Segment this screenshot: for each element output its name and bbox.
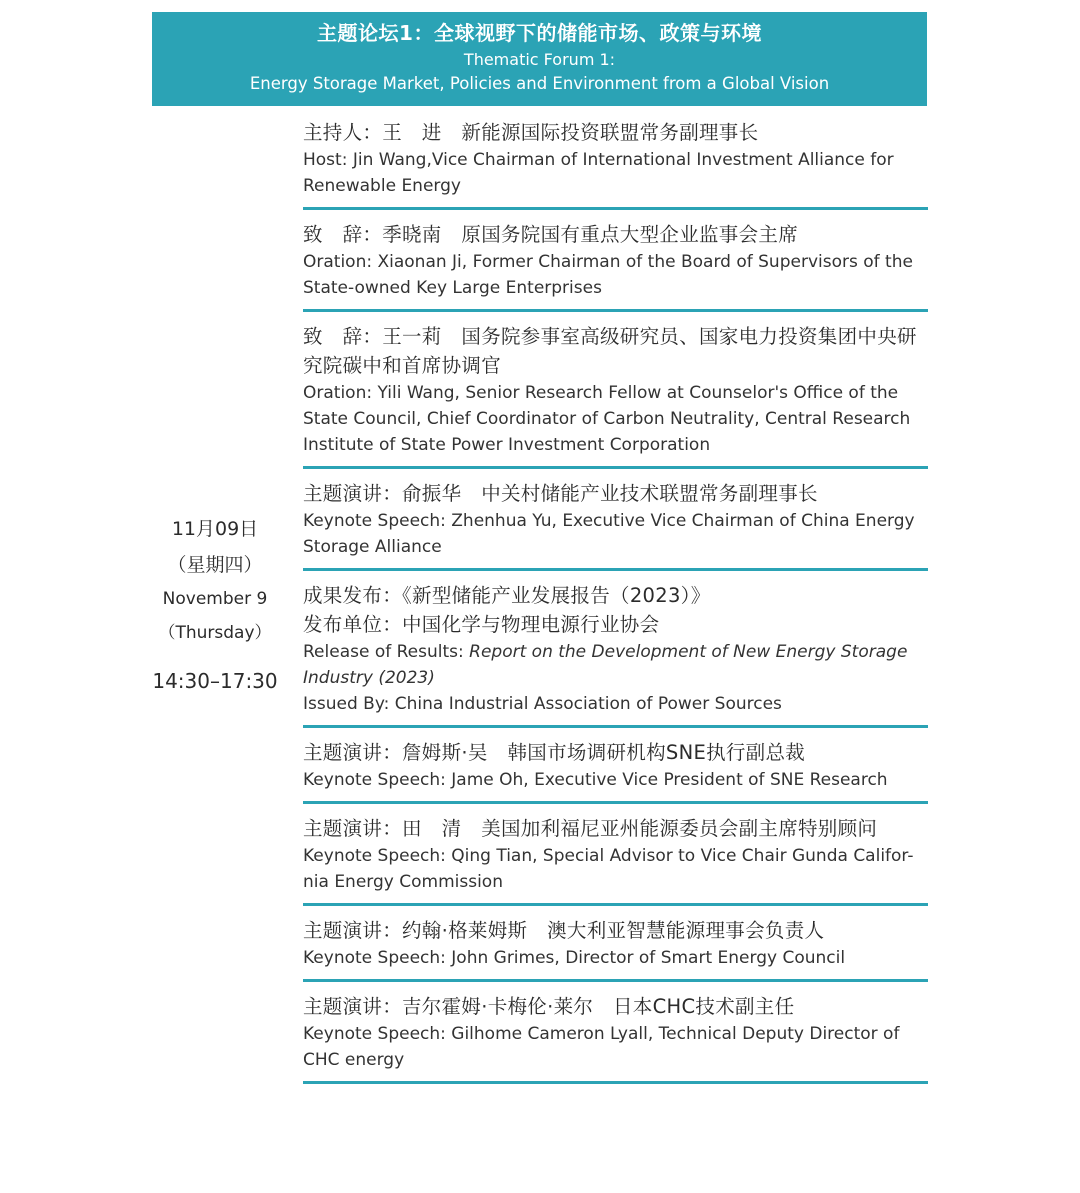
agenda-item-en: Keynote Speech: Jame Oh, Executive Vice President of SNE Research	[303, 770, 888, 790]
agenda-item-host	[303, 118, 928, 210]
agenda-item-keynote-5	[303, 992, 928, 1084]
agenda-item-en: Host: Jin Wang,Vice Chairman of International Investment Alliance for Renewable Energy	[303, 150, 900, 196]
agenda-item-en-issuer: Issued By: China Industrial Association of Power Sources	[303, 694, 782, 714]
agenda-item-release	[303, 581, 928, 728]
agenda-item-zh: 成果发布：《新型储能产业发展报告（2023）》	[303, 584, 711, 607]
agenda-item-en: Oration: Yili Wang, Senior Research Fellow at Counselor's Office of the State Council, Chief Coordinator of Carbon Neutrality, Central Research Institute of State Power Investment Corporation	[303, 383, 916, 455]
agenda-item-keynote-4	[303, 916, 928, 982]
agenda-item-zh: 主题演讲：约翰·格莱姆斯 澳大利亚智慧能源理事会负责人	[303, 919, 825, 942]
forum-title-banner	[152, 12, 927, 106]
agenda-item-en: Keynote Speech: John Grimes, Director of Smart Energy Council	[303, 948, 846, 968]
forum-title-zh: 主题论坛1：全球视野下的储能市场、政策与环境	[317, 21, 762, 45]
agenda-item-zh: 主题演讲：詹姆斯·吴 韩国市场调研机构SNE执行副总裁	[303, 741, 806, 764]
agenda-item-en: Keynote Speech: Gilhome Cameron Lyall, Technical Deputy Director of CHC energy	[303, 1024, 905, 1070]
agenda-item-en: Keynote Speech: Zhenhua Yu, Executive Vice Chairman of China Energy Storage Alliance	[303, 511, 920, 557]
release-label: Release of Results:	[303, 642, 470, 662]
agenda-item-keynote-3	[303, 814, 928, 906]
agenda-item-keynote-2	[303, 738, 928, 804]
weekday-zh: （星期四）	[167, 554, 263, 576]
agenda-item-zh: 主题演讲：吉尔霍姆·卡梅伦·莱尔 日本CHC技术副主任	[303, 995, 795, 1018]
session-time: 14:30–17:30	[152, 669, 278, 693]
weekday-en: （Thursday）	[158, 623, 272, 643]
agenda-item-en: Oration: Xiaonan Ji, Former Chairman of the Board of Supervisors of the State-owned Key Large Enterprises	[303, 252, 919, 298]
session-date-time	[140, 518, 290, 692]
forum-title-en-line1: Thematic Forum 1:	[463, 50, 616, 69]
agenda-item-zh: 致 辞：王一莉 国务院参事室高级研究员、国家电力投资集团中央研究院碳中和首席协调官	[303, 325, 917, 377]
agenda-item-oration-1	[303, 220, 928, 312]
agenda-item-zh: 主题演讲：俞振华 中关村储能产业技术联盟常务副理事长	[303, 482, 818, 505]
agenda-item-en	[303, 639, 928, 691]
agenda-item-zh-issuer: 发布单位：中国化学与物理电源行业协会	[303, 613, 660, 636]
forum-title-en-line2: Energy Storage Market, Policies and Environment from a Global Vision	[249, 74, 830, 93]
agenda-item-zh: 主持人：王 进 新能源国际投资联盟常务副理事长	[303, 121, 759, 144]
date-en: November 9	[162, 589, 268, 609]
report-title: Report on the Development of New Energy Storage Industry (2023)	[303, 642, 913, 688]
agenda-item-en: Keynote Speech: Qing Tian, Special Advisor to Vice Chair Gunda Califor-nia Energy Commission	[303, 846, 914, 892]
agenda-item-keynote-1	[303, 479, 928, 571]
agenda-list	[303, 118, 928, 1094]
agenda-item-zh: 主题演讲：田 清 美国加利福尼亚州能源委员会副主席特别顾问	[303, 817, 878, 840]
agenda-item-oration-2	[303, 322, 928, 469]
date-zh: 11月09日	[171, 518, 259, 540]
agenda-item-zh: 致 辞：季晓南 原国务院国有重点大型企业监事会主席	[303, 223, 799, 246]
